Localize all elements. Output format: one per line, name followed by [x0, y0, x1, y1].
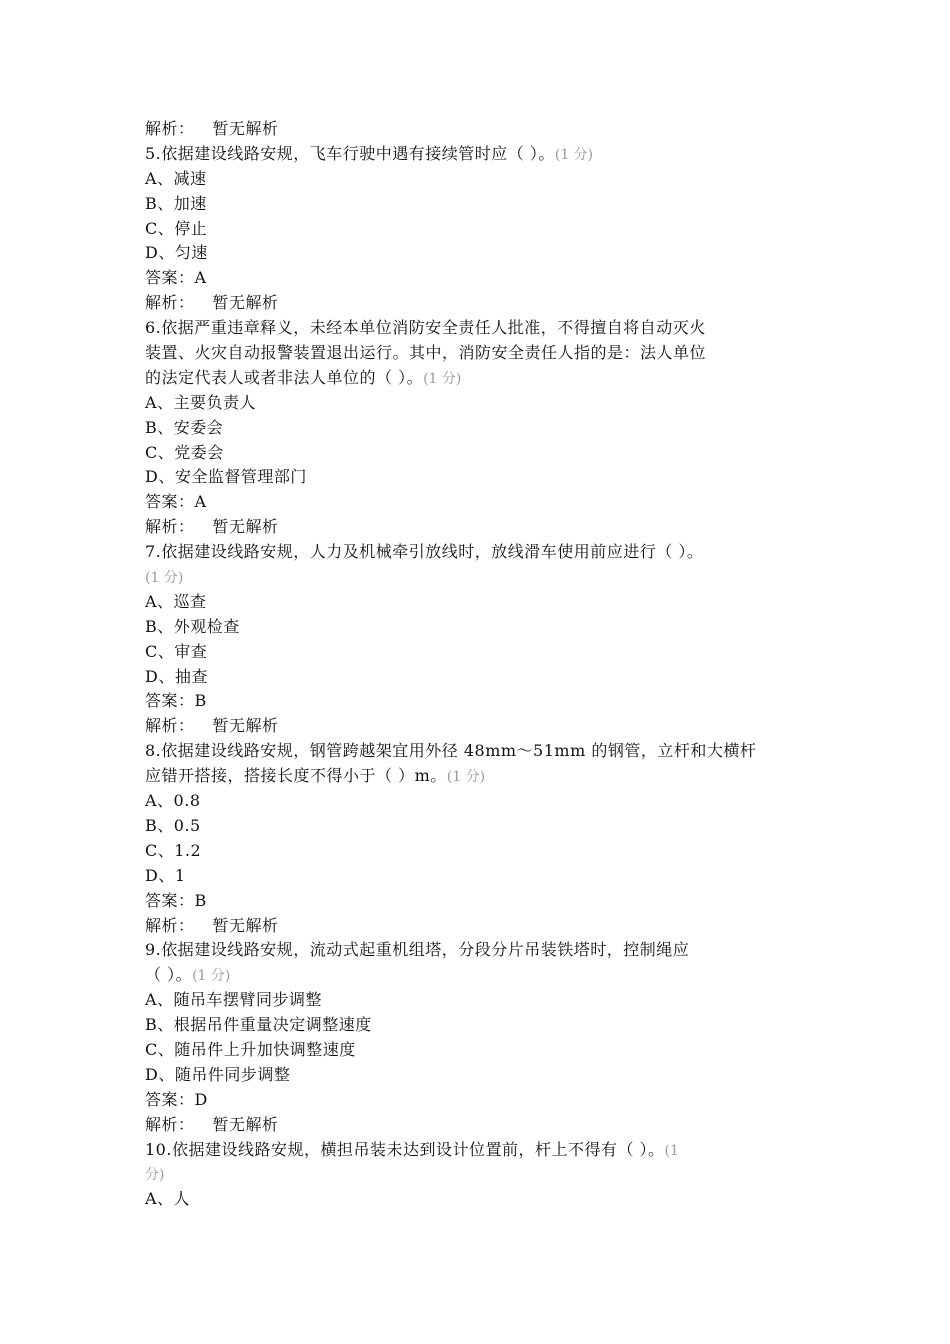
score-line: (1 分): [145, 570, 184, 587]
option-item: C、1.2: [145, 840, 202, 860]
question-block: [145, 142, 825, 316]
option-item: A、巡查: [145, 591, 207, 611]
question-text: 10.依据建设线路安规，横担吊装未达到设计位置前，杆上不得有（ ）。(1: [145, 1139, 679, 1159]
option-item: B、根据吊件重量决定调整速度: [145, 1015, 372, 1035]
option-item: A、减速: [145, 168, 207, 188]
question-text: 8.依据建设线路安规，钢管跨越架宜用外径 48mm～51mm 的钢管，立杆和大横杆: [145, 741, 757, 761]
question-text: 5.依据建设线路安规，飞车行驶中遇有接续管时应（ ）。(1 分): [145, 143, 594, 163]
question-text: 9.依据建设线路安规，流动式起重机组塔，分段分片吊装铁塔时，控制绳应: [145, 940, 690, 960]
question-text: 装置、火灾自动报警装置退出运行。其中，消防安全责任人指的是：法人单位: [145, 343, 707, 363]
analysis-line: 解析： 暂无解析: [145, 119, 279, 138]
question-block: [145, 938, 825, 1137]
question-text: 的法定代表人或者非法人单位的（ ）。(1 分): [145, 367, 462, 387]
score-label: (1: [664, 1142, 679, 1159]
option-item: D、抽查: [145, 666, 208, 686]
option-item: B、0.5: [145, 815, 201, 835]
option-item: C、审查: [145, 641, 208, 661]
option-item: D、随吊件同步调整: [145, 1064, 291, 1084]
option-item: A、0.8: [145, 791, 201, 811]
question-text: 7.依据建设线路安规，人力及机械牵引放线时，放线滑车使用前应进行（ ）。: [145, 542, 704, 562]
analysis-line: 解析： 暂无解析: [145, 293, 279, 313]
score-label: (1 分): [446, 769, 486, 786]
option-item: C、党委会: [145, 442, 224, 462]
analysis-line: 解析： 暂无解析: [145, 1114, 279, 1134]
document-page: [145, 117, 825, 1212]
score-line: 分): [145, 1167, 165, 1184]
question-block: [145, 540, 825, 739]
answer-line: 答案：B: [145, 890, 207, 910]
option-item: D、安全监督管理部门: [145, 467, 307, 487]
score-label: (1 分): [192, 968, 231, 985]
option-item: B、安委会: [145, 417, 224, 437]
analysis-line: 解析： 暂无解析: [145, 915, 279, 935]
option-item: D、1: [145, 865, 186, 885]
question-block: [145, 316, 825, 540]
option-item: A、主要负责人: [145, 392, 257, 412]
option-item: A、人: [145, 1189, 191, 1209]
option-item: C、随吊件上升加快调整速度: [145, 1039, 356, 1059]
option-item: B、加速: [145, 193, 207, 213]
question-list: [145, 142, 825, 1212]
answer-line: 答案：D: [145, 1089, 208, 1109]
analysis-line: 解析： 暂无解析: [145, 716, 279, 736]
option-item: B、外观检查: [145, 616, 240, 636]
answer-line: 答案：A: [145, 492, 207, 512]
answer-line: 答案：B: [145, 691, 207, 711]
score-label: (1 分): [423, 370, 462, 387]
question-block: [145, 739, 825, 938]
option-item: D、匀速: [145, 243, 208, 263]
question-text: 应错开搭接，搭接长度不得小于（ ）m。(1 分): [145, 766, 486, 786]
answer-line: 答案：A: [145, 268, 207, 288]
option-item: C、停止: [145, 218, 208, 238]
question-block: [145, 1138, 825, 1213]
option-item: A、随吊车摆臂同步调整: [145, 990, 323, 1010]
question-text: 6.依据严重违章释义，未经本单位消防安全责任人批准，不得擅自将自动灭火: [145, 318, 706, 338]
question-text: （ ）。(1 分): [145, 965, 231, 985]
analysis-line: 解析： 暂无解析: [145, 517, 279, 537]
score-label: (1 分): [554, 146, 594, 163]
